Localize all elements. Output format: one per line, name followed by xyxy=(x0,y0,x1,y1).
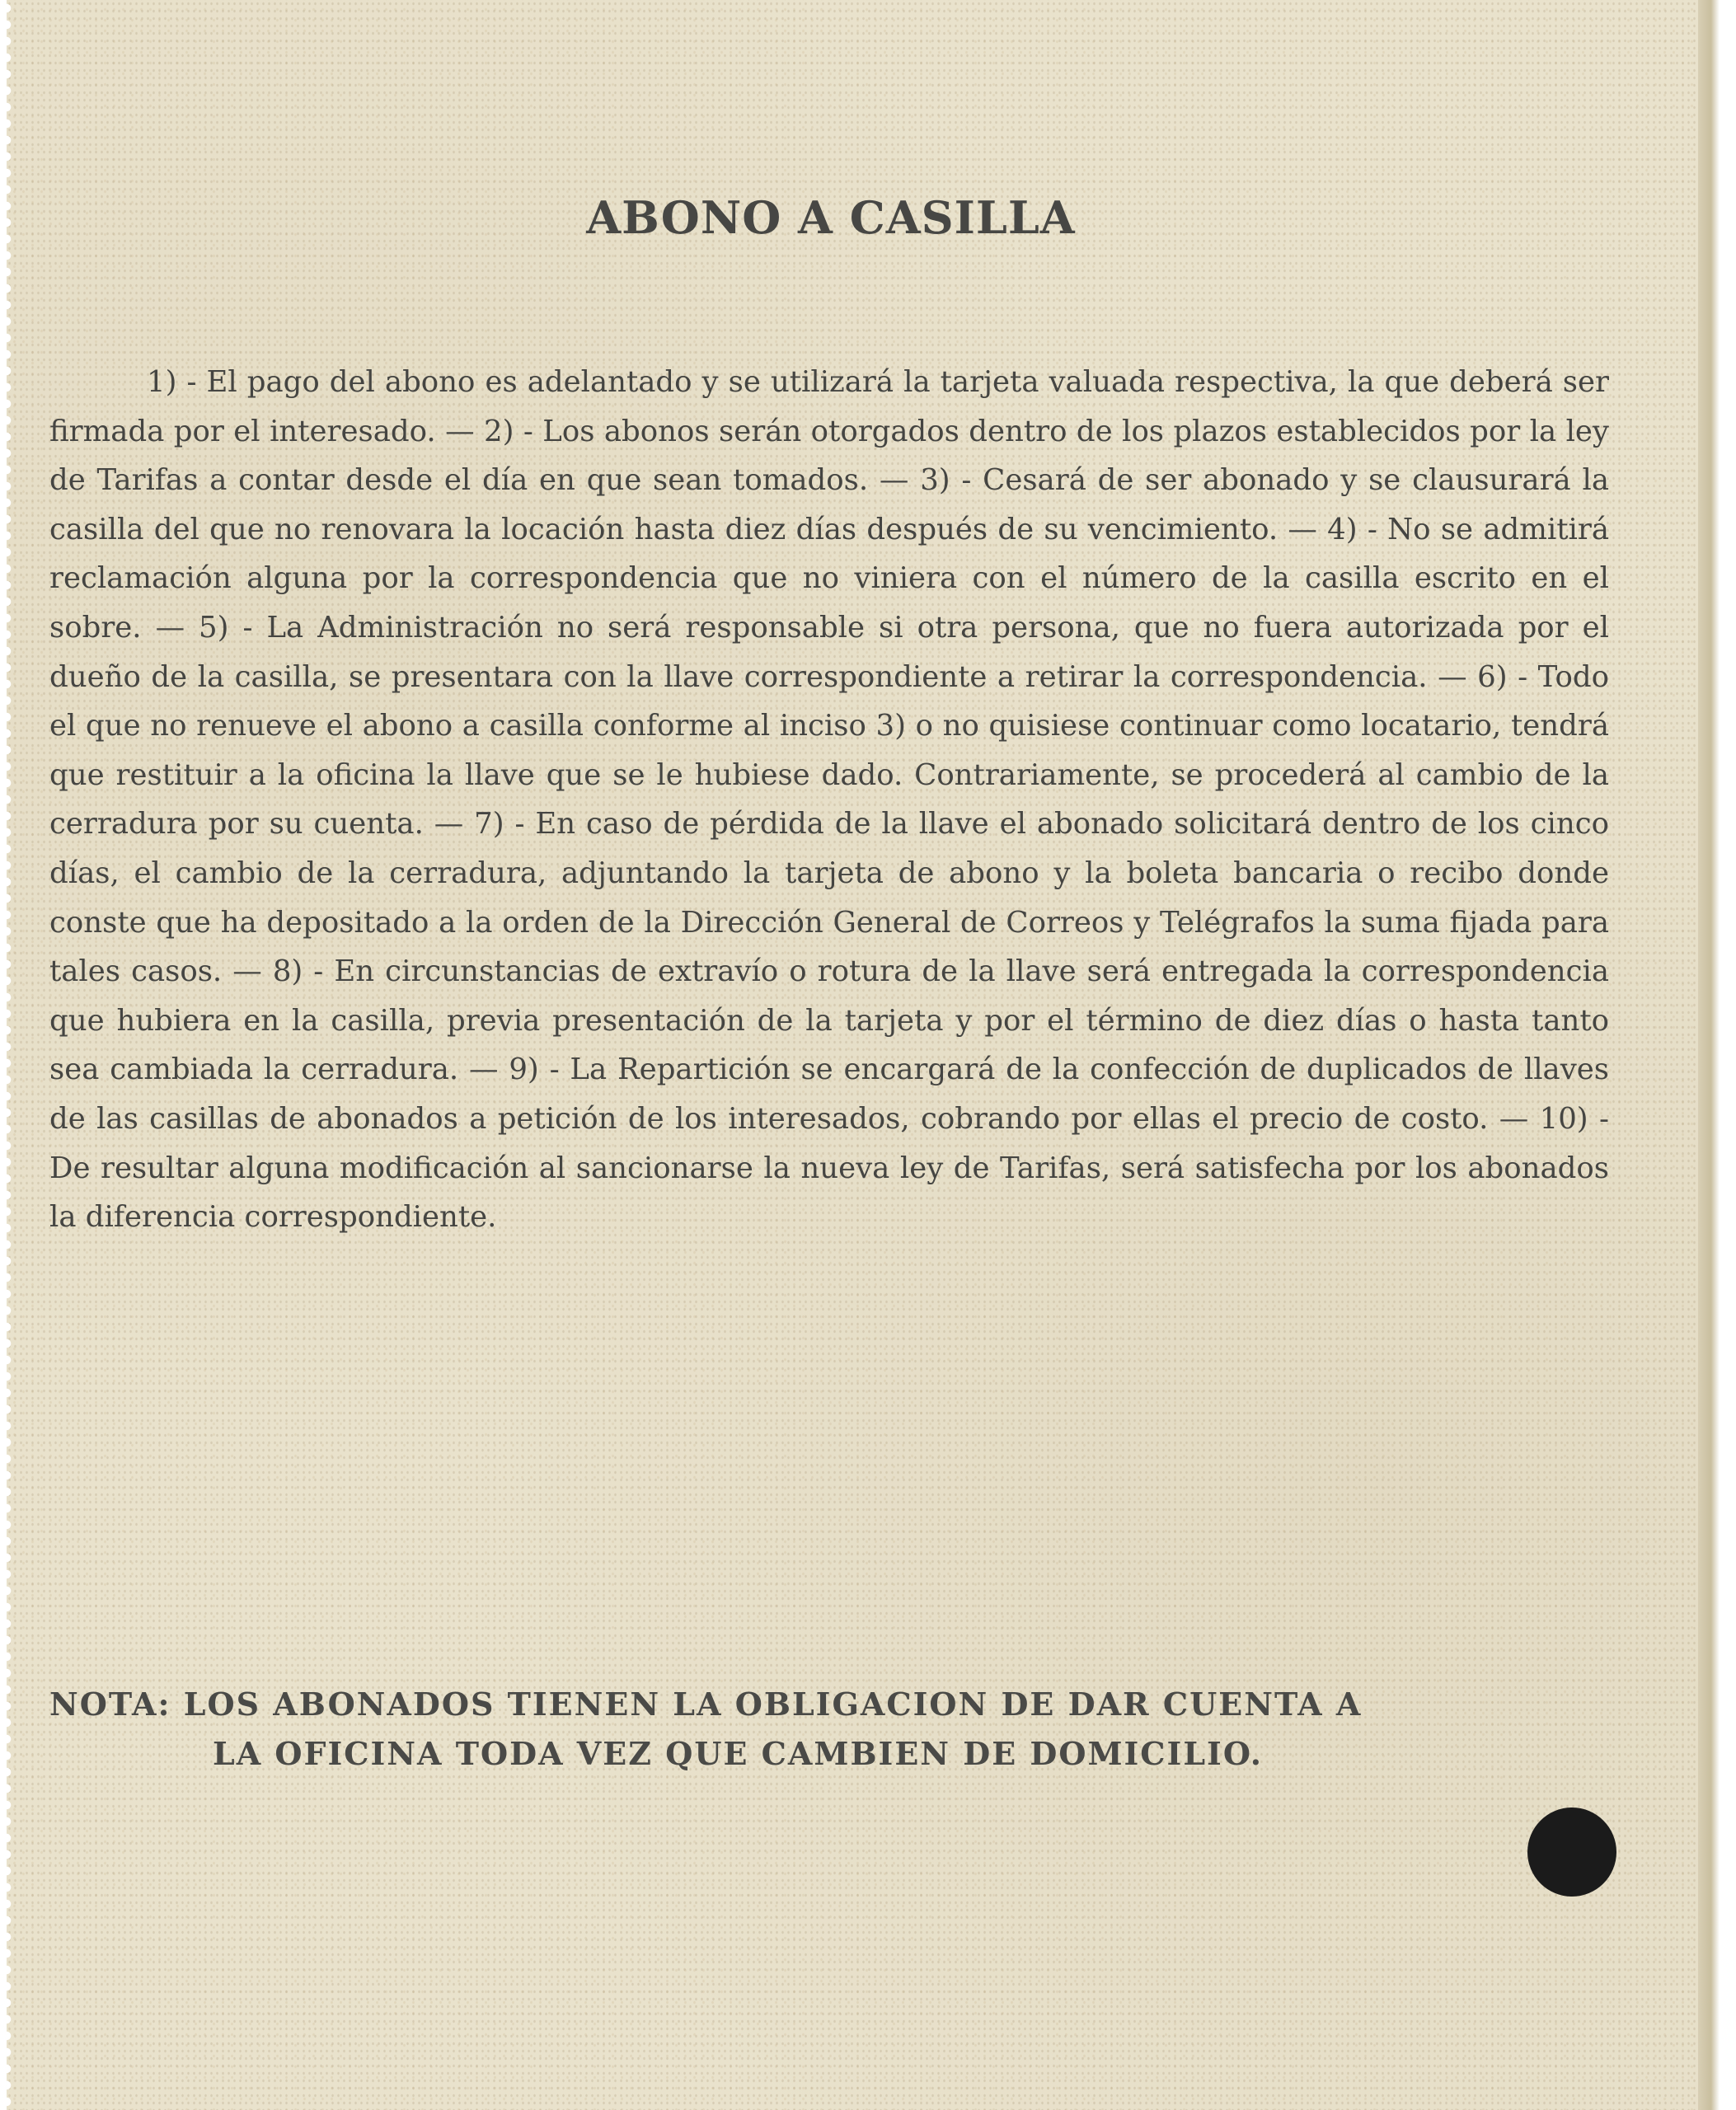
terms-body: 1) - El pago del abono es adelantado y se utilizará la tarjeta valuada respectiva, la que deberá ser firmada por el interesado. — 2) - Los abonos serán otorgados dentro de los plazos establecidos por la ley de Tarifas a contar desde el día en que sean tomados. — 3) - Cesará de ser abonado y se clausurará la casilla del que no renovara la locación hasta diez días después de su vencimiento. — 4) - No se admitirá reclamación alguna por la correspondencia que no viniera con el número de la casilla escrito en el sobre. — 5) - La Administración no será responsable si otra persona, que no fuera autorizada por el dueño de la casilla, se presentara con la llave correspondiente a retirar la correspondencia. — 6) - Todo el que no renueve el abono a casilla conforme al inciso 3) o no quisiese continuar como locatario, tendrá que restituir a la oficina la llave que se le hubiese dado. Contrariamente, se procederá al cambio de la cerradura por su cuenta. — 7) - En caso de pérdida de la llave el abonado solicitará dentro de los cinco días, el cambio de la cerradura, adjuntando la tarjeta de abono y la boleta bancaria o recibo donde conste que ha depositado a la orden de la Dirección General de Correos y Telégrafos la suma fijada para tales casos. — 8) - En circunstancias de extravío o rotura de la llave será entregada la correspondencia que hubiera en la casilla, previa presentación de la tarjeta y por el término de diez días o hasta tanto sea cambiada la cerradura. — 9) - La Repartición se encargará de la confección de duplicados de llaves de las casillas de abonados a petición de los interesados, cobrando por ellas el precio de costo. — 10) - De resultar alguna modificación al sancionarse la nueva ley de Tarifas, será satisfecha por los abonados la diferencia correspondiente. xyxy=(49,365,1609,1235)
postal-card xyxy=(7,0,1720,2110)
punch-hole xyxy=(1527,1808,1616,1897)
page-title: ABONO A CASILLA xyxy=(586,191,1076,244)
nota-line-1 xyxy=(49,1680,1609,1729)
nota-label: NOTA: xyxy=(49,1686,171,1723)
nota-text-2: LA OFICINA TODA VEZ QUE CAMBIEN DE DOMICILIO. xyxy=(213,1735,1263,1772)
perforated-edge xyxy=(7,0,15,2110)
card-right-edge xyxy=(1698,0,1720,2110)
nota-block xyxy=(49,1680,1609,1779)
nota-text-1: LOS ABONADOS TIENEN LA OBLIGACION DE DAR CUENTA A xyxy=(183,1686,1363,1723)
